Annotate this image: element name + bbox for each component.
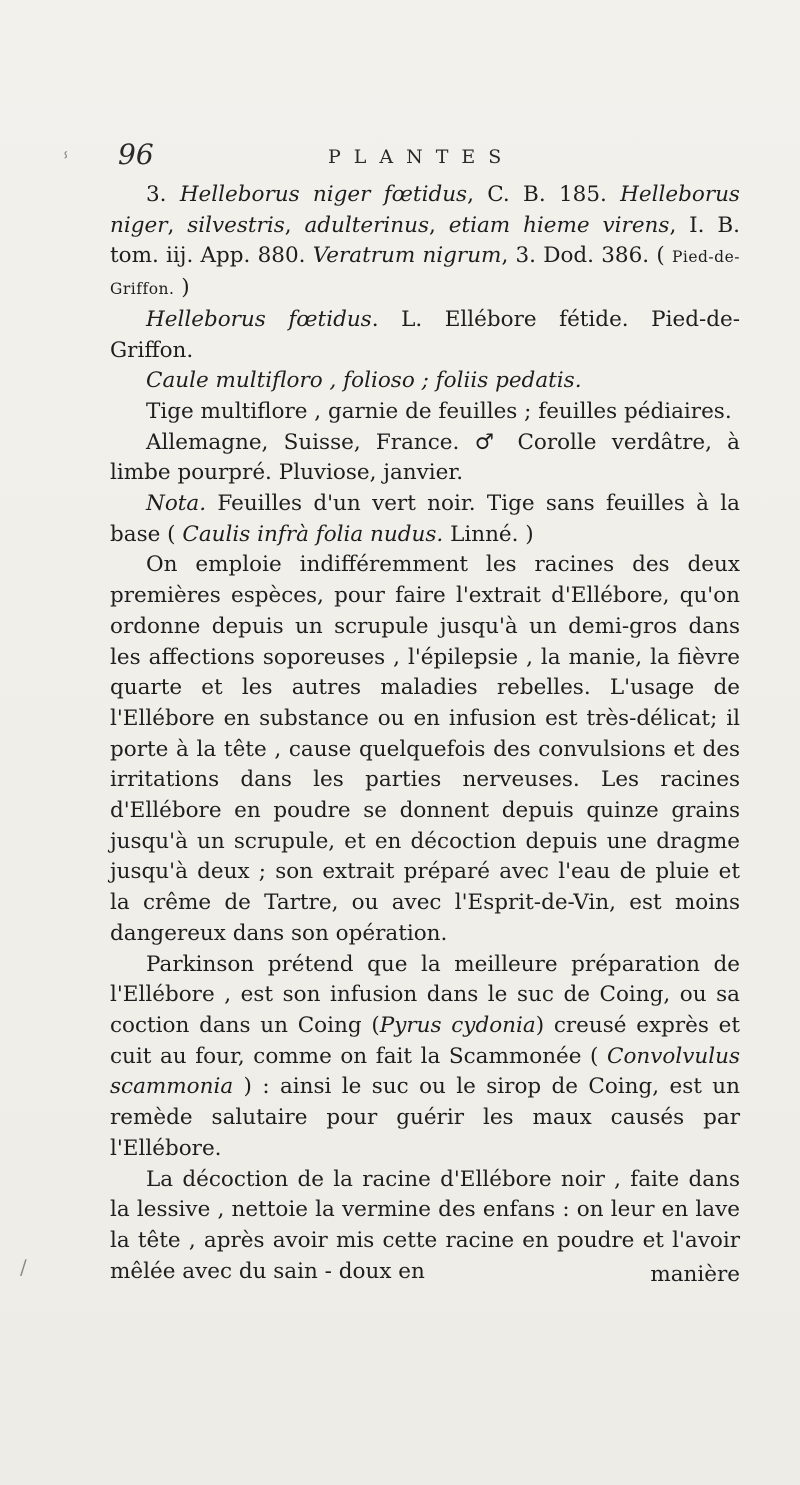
nota: Nota. Feuilles d'un vert noir. Tige sans feuilles à la base ( Caulis infrà folia nudus. Linné. ) xyxy=(110,491,740,547)
paragraph-parkinson: Parkinson prétend que la meilleure préparation de l'Ellébore , est son infusion dans le suc de Coing, ou sa coction dans un Coing (Pyrus cydonia) creusé exprès et cuit au four, comme on fait la Scammonée ( Convolvulus scammonia ) : ainsi le suc ou le sirop de Coing, est un remède salutaire pour guérir les maux causés par l'Ellébore. xyxy=(110,951,740,1161)
diagnosis-french: Tige multiflore , garnie de feuilles ; feuilles pédiaires. xyxy=(146,398,732,424)
page-body xyxy=(110,180,740,1287)
paragraph-usage: On emploie indifféremment les racines des deux premières espèces, pour faire l'extrait d'Ellébore, qu'on ordonne depuis un scrupule jusqu'à un demi-gros dans les affections soporeuses , l'épilepsie , la manie, la fièvre quarte et les autres maladies rebelles. L'usage de l'Ellébore en substance ou en infusion est très-délicat; il porte à la tête , cause quelquefois des convulsions et des irritations dans les parties nerveuses. Les racines d'Ellébore en poudre se donnent depuis quinze grains jusqu'à un scrupule, et en décoction depuis une dragme jusqu'à deux ; son extrait préparé avec l'eau de pluie et la crême de Tartre, ou avec l'Esprit-de-Vin, est moins dangereux dans son opération. xyxy=(110,552,740,946)
margin-mark: ⸯ xyxy=(60,152,72,176)
page-number: 96 xyxy=(118,138,154,171)
running-title: PLANTES xyxy=(328,146,515,168)
linnaean-name: Helleborus fœtidus. L. Ellébore fétide. Pied-de-Griffon. xyxy=(110,306,740,363)
latin-name: Helleborus niger fœtidus xyxy=(179,182,468,207)
margin-mark: ∕ xyxy=(20,1255,27,1279)
common-name: Pied-de-Griffon. xyxy=(110,248,741,299)
habitat: Allemagne, Suisse, France. ♂ Corolle verdâtre, à limbe pourpré. Pluviose, janvier. xyxy=(110,429,740,486)
paragraph-decoction: La décoction de la racine d'Ellébore noir , faite dans la lessive , nettoie la vermine des enfans : on leur en lave la tête , après avoir mis cette racine en poudre et l'avoir mêlée avec du sain - doux en xyxy=(110,1166,740,1284)
page-header xyxy=(118,138,738,178)
catchword: manière xyxy=(650,1262,740,1287)
species-entry: 3. Helleborus niger fœtidus, C. B. 185. Helleborus niger, silvestris, adulterinus, etiam hieme virens, I. B. tom. iij. App. 880. Veratrum nigrum, 3. Dod. 386. ( Pied-de-Griffon. ) xyxy=(110,182,741,301)
diagnosis-latin: Caule multifloro , folioso ; foliis pedatis. xyxy=(146,368,582,394)
